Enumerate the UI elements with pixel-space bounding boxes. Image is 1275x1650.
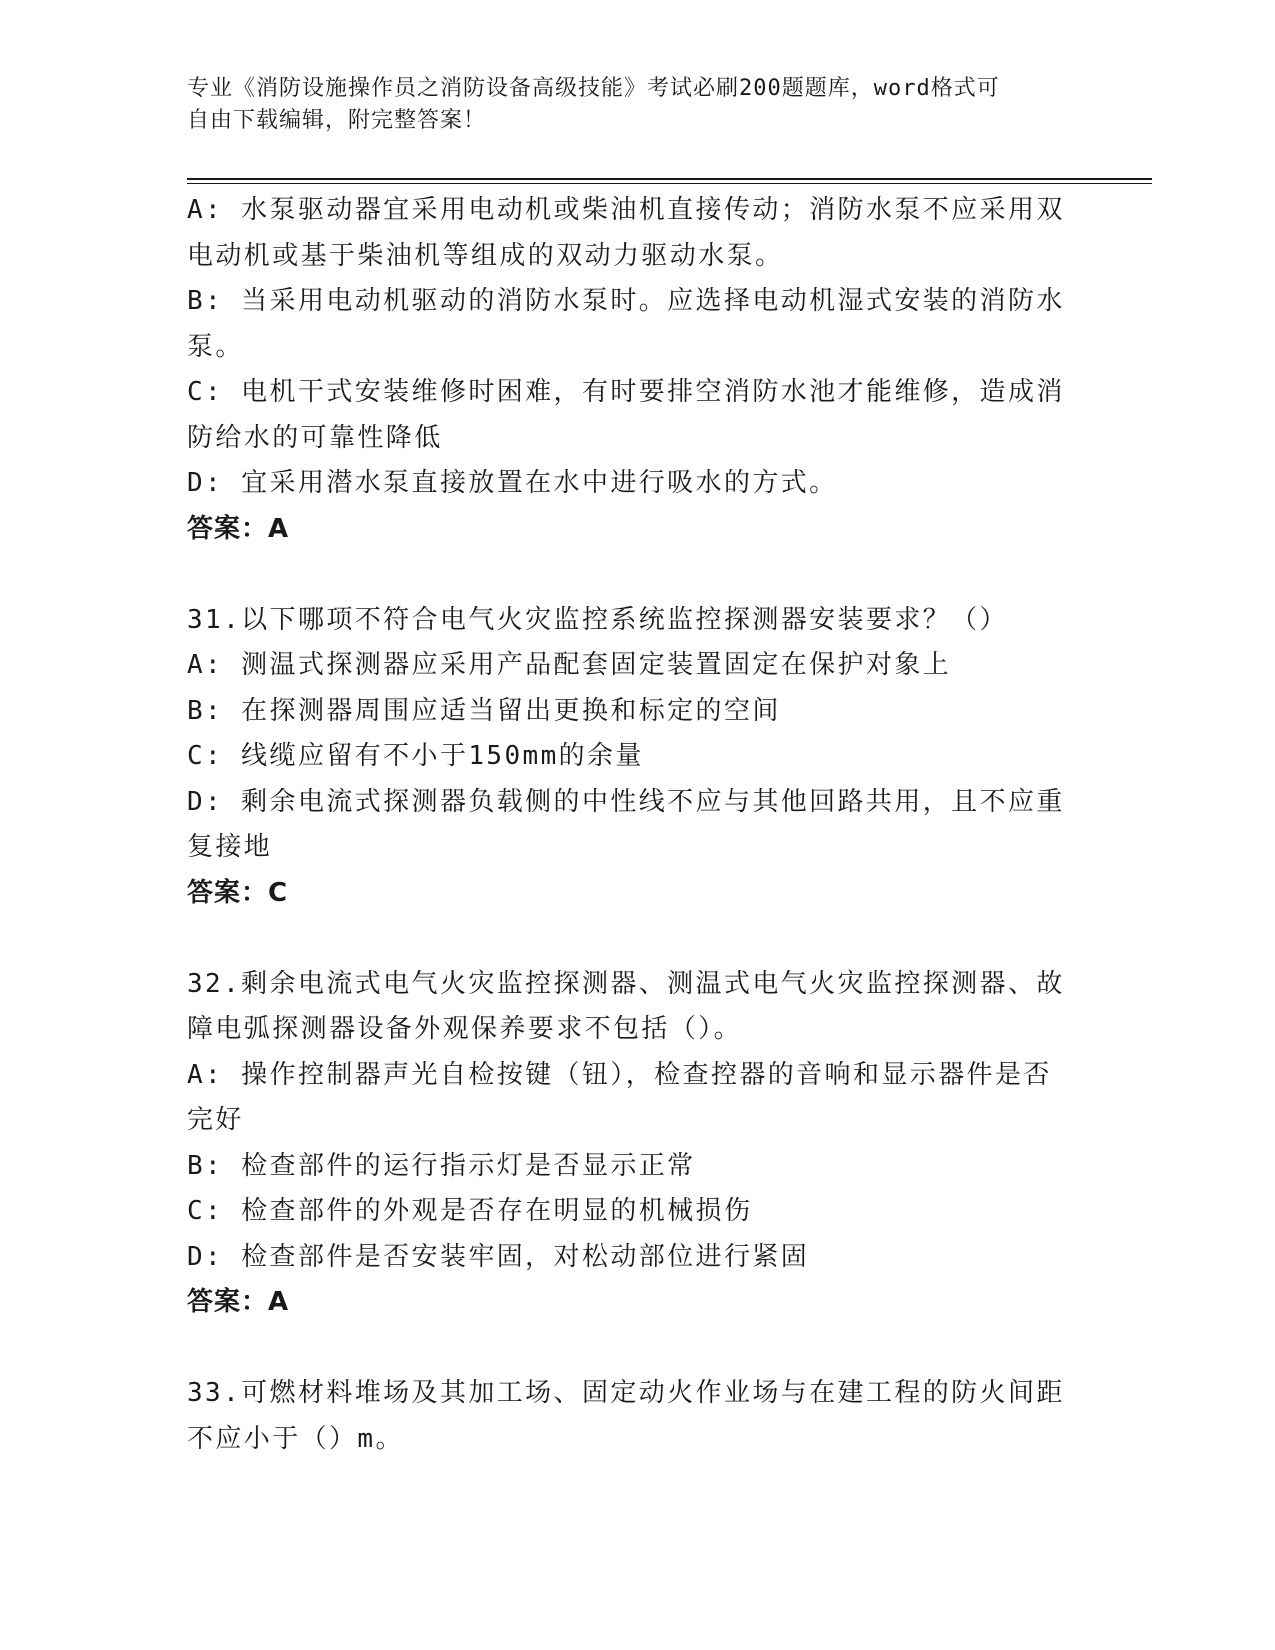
option-b-line-1: B: 当采用电动机驱动的消防水泵时。应选择电动机湿式安装的消防水: [187, 286, 1065, 316]
option-a-line-1: A: 测温式探测器应采用产品配套固定装置固定在保护对象上: [187, 650, 952, 680]
option-c-line-1: C: 线缆应留有不小于150mm的余量: [187, 741, 644, 771]
option-a-line-1: A: 操作控制器声光自检按键（钮），检查控器的音响和显示器件是否: [187, 1059, 1052, 1090]
option-d-line-1: D: 宜采用潜水泵直接放置在水中进行吸水的方式。: [187, 468, 838, 498]
option-a-line-2: 电动机或基于柴油机等组成的双动力驱动水泵。: [187, 240, 784, 271]
document-body: [187, 188, 1077, 1462]
document-header: [187, 73, 1067, 137]
header-rule-thick: [187, 178, 1152, 180]
spacer: [187, 1326, 1077, 1372]
question-30-options: [187, 188, 1077, 552]
answer-label: 答案：C: [187, 877, 289, 908]
header-line-1: 专业《消防设施操作员之消防设备高级技能》考试必刷200题题库，word格式可: [187, 76, 1000, 101]
question-stem-line-1: 32.剩余电流式电气火灾监控探测器、测温式电气火灾监控探测器、故: [187, 968, 1065, 999]
answer-label: 答案：A: [187, 1287, 290, 1317]
option-b-line-1: B: 检查部件的运行指示灯是否显示正常: [187, 1150, 696, 1181]
spacer: [187, 916, 1077, 962]
option-d-line-2: 复接地: [187, 832, 273, 862]
answer-label: 答案：A: [187, 513, 290, 544]
question-32: [187, 962, 1077, 1326]
option-c-line-2: 防给水的可靠性降低: [187, 422, 443, 453]
header-rule-thin: [187, 183, 1152, 184]
question-31: [187, 598, 1077, 917]
option-c-line-1: C: 检查部件的外观是否存在明显的机械损伤: [187, 1196, 753, 1226]
question-stem-line-2: 不应小于（）m。: [187, 1423, 404, 1454]
option-b-line-1: B: 在探测器周围应适当留出更换和标定的空间: [187, 695, 781, 726]
option-a-line-2: 完好: [187, 1105, 244, 1135]
question-stem-line-1: 31.以下哪项不符合电气火灾监控系统监控探测器安装要求？（）: [187, 604, 1008, 635]
spacer: [187, 552, 1077, 598]
question-stem-line-2: 障电弧探测器设备外观保养要求不包括（）。: [187, 1014, 743, 1044]
option-a-line-1: A: 水泵驱动器宜采用电动机或柴油机直接传动；消防水泵不应采用双: [187, 195, 1065, 225]
option-d-line-1: D: 检查部件是否安装牢固，对松动部位进行紧固: [187, 1241, 810, 1272]
option-d-line-1: D: 剩余电流式探测器负载侧的中性线不应与其他回路共用，且不应重: [187, 786, 1065, 817]
question-33: [187, 1371, 1077, 1462]
option-b-line-2: 泵。: [187, 331, 244, 362]
question-stem-line-1: 33.可燃材料堆场及其加工场、固定动火作业场与在建工程的防火间距: [187, 1378, 1065, 1408]
header-line-2: 自由下载编辑，附完整答案！: [187, 108, 487, 133]
option-c-line-1: C: 电机干式安装维修时困难，有时要排空消防水池才能维修，造成消: [187, 377, 1065, 407]
